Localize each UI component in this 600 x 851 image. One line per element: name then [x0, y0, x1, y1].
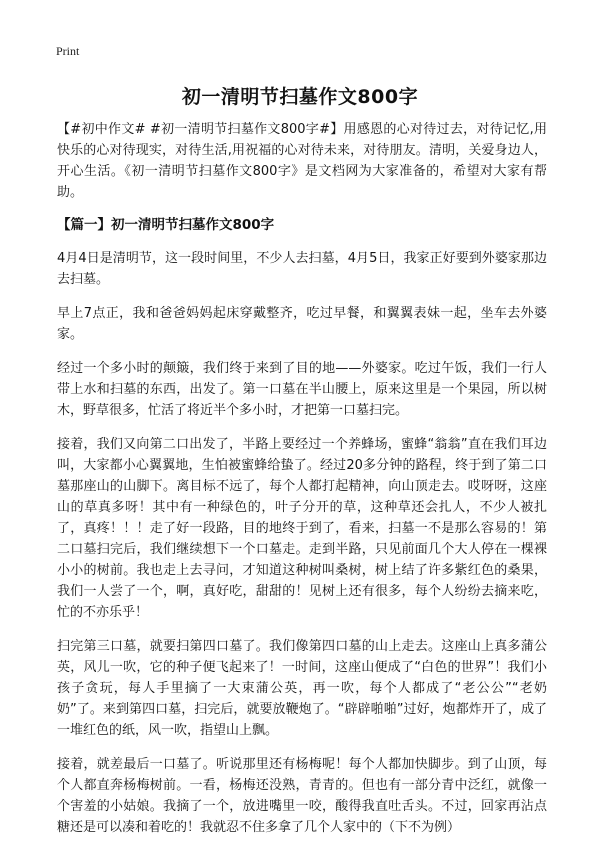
- document-title: 初一清明节扫墓作文800字: [181, 86, 419, 108]
- section-heading: 【篇一】初一清明节扫墓作文800字: [57, 217, 275, 233]
- paragraph-1: 4月4日是清明节，这一段时间里，不少人去扫墓，4月5日，我家正好要到外婆家那边去扫墓。: [57, 251, 547, 287]
- intro-paragraph: 【#初中作文# #初一清明节扫墓作文800字#】用感恩的心对待过去，对待记忆,用快乐的心对待现实，对待生活,用祝福的心对待未来，对待朋友。清明，关爱身边人，开心生活。《初一清明节扫墓作文800字》是文档网为大家准备的，希望对大家有帮助。: [57, 122, 547, 200]
- article-body: [57, 119, 547, 851]
- paragraph-3: 经过一个多小时的颠簸，我们终于来到了目的地——外婆家。吃过午饭，我们一行人带上水和扫墓的东西，出发了。第一口墓在半山腰上，原来这里是一个果园，所以树木，野草很多，忙活了将近半个多小时，才把第一口墓扫完。: [57, 361, 547, 418]
- paragraph-6: 接着，就差最后一口墓了。听说那里还有杨梅呢！每个人都加快脚步。到了山顶，每个人都直奔杨梅树前。一看，杨梅还没熟，青青的。但也有一部分青中泛红，就像一个害羞的小姑娘。我摘了一个，放进嘴里一咬，酸得我直吐舌头。不过，回家再沾点糖还是可以凑和着吃的！我就忍不住多拿了几个人家中的（下不为例）: [57, 757, 547, 835]
- paragraph-4: 接着，我们又向第二口出发了，半路上要经过一个养蜂场，蜜蜂“翁翁”直在我们耳边叫，大家都小心翼翼地，生怕被蜜蜂给蛰了。经过20多分钟的路程，终于到了第二口墓那座山的山脚下。离目标不远了，每个人都打起精神，向山顶走去。哎呀呀，这座山的草真多呀！其中有一种绿色的，叶子分开的草，这种草还会扎人，不少人被扎了，真疼！！！走了好一段路，目的地终于到了，看来，扫墓一不是那么容易的！第二口墓扫完后，我们继续想下一个口墓走。走到半路，只见前面几个大人停在一棵裸小小的树前。我也走上去寻问，才知道这种树叫桑树，树上结了许多紫红色的桑果，我们一人尝了一个，啊，真好吃，甜甜的！见树上还有很多，每个人纷纷去摘来吃，忙的不亦乐乎！: [57, 437, 547, 620]
- print-link[interactable]: Print: [56, 44, 80, 58]
- paragraph-5: 扫完第三口墓，就要扫第四口墓了。我们像第四口墓的山上走去。这座山上真多蒲公英，风儿一吹，它的种子便飞起来了！一时间，这座山便成了“白色的世界”！我们小孩子贪玩，每人手里摘了一大束蒲公英，再一吹，每个人都成了“老公公”“老奶奶”了。来到第四口墓，扫完后，就要放鞭炮了。“辟辟啪啪”过好，炮都炸开了，成了一堆红色的纸，风一吹，指望山上飘。: [57, 639, 547, 738]
- paragraph-2: 早上7点正，我和爸爸妈妈起床穿戴整齐，吃过早餐，和翼翼表妹一起，坐车去外婆家。: [57, 306, 547, 342]
